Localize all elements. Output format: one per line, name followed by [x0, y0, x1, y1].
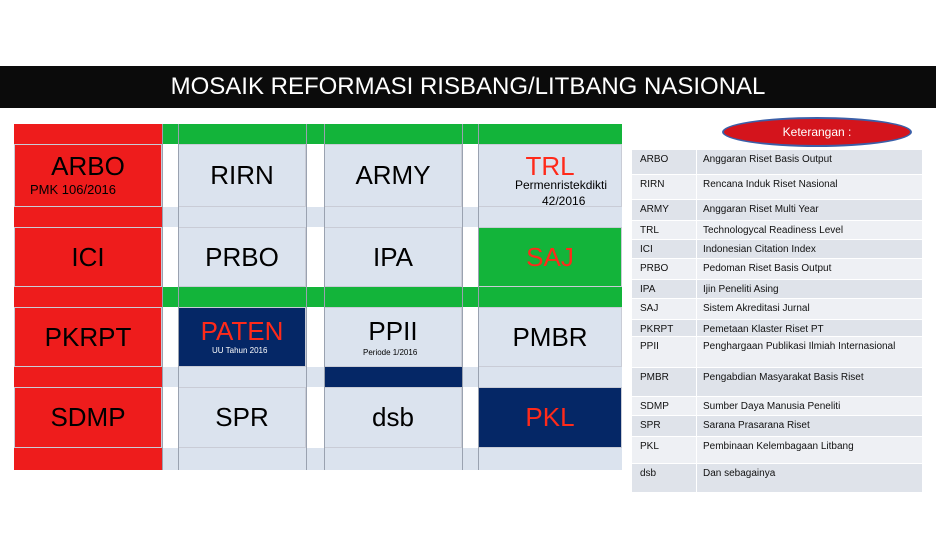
grid-line — [306, 124, 307, 470]
legend-desc: Sistem Akreditasi Jurnal — [696, 299, 922, 319]
legend-abbr: SAJ — [640, 303, 659, 314]
grid-line — [178, 124, 179, 470]
legend-desc: Pemetaan Klaster Riset PT — [696, 320, 922, 336]
mid-strip-red-3 — [14, 367, 162, 387]
legend-row — [632, 299, 922, 320]
cell-arbo-sub: PMK 106/2016 — [30, 182, 117, 197]
cell-trl: TRL — [478, 144, 622, 207]
keterangan-badge: Keterangan : — [722, 117, 912, 147]
cell-prbo: PRBO — [178, 227, 306, 287]
legend-row — [632, 221, 922, 240]
cell-pmbr: PMBR — [478, 307, 622, 367]
cell-paten: PATEN — [178, 307, 306, 367]
legend-desc: Penghargaan Publikasi Ilmiah Internasional — [696, 337, 922, 367]
legend-desc: Anggaran Riset Basis Output — [696, 150, 922, 174]
legend-abbr: RIRN — [640, 179, 665, 190]
legend-abbr: PPII — [640, 341, 659, 352]
cell-arbo: ARBO — [14, 144, 162, 207]
legend-abbr: SPR — [640, 420, 661, 431]
legend-abbr: dsb — [640, 468, 657, 479]
legend-abbr: ARBO — [640, 154, 669, 165]
bottom-strip-red — [14, 448, 162, 470]
legend-abbr: PKL — [640, 441, 659, 452]
cell-pkrpt: PKRPT — [14, 307, 162, 367]
cell-dsb: dsb — [324, 387, 462, 448]
cell-sdmp: SDMP — [14, 387, 162, 448]
legend-row — [632, 175, 922, 200]
legend-desc: Ijin Peneliti Asing — [696, 280, 922, 298]
cell-spr: SPR — [178, 387, 306, 448]
legend-row — [632, 259, 922, 280]
legend-abbr: ARMY — [640, 204, 669, 215]
mid-strip-red-1 — [14, 207, 162, 227]
mid-strip-red-2 — [14, 287, 162, 307]
legend-desc: Sarana Prasarana Riset — [696, 416, 922, 436]
legend-abbr: ICI — [640, 244, 653, 255]
legend-desc: Anggaran Riset Multi Year — [696, 200, 922, 220]
slide-title: MOSAIK REFORMASI RISBANG/LITBANG NASIONAL — [0, 66, 936, 108]
legend-abbr: PMBR — [640, 372, 669, 383]
legend-abbr: PRBO — [640, 263, 669, 274]
grid-line — [462, 124, 463, 470]
cell-trl-sub2: 42/2016 — [542, 194, 586, 208]
top-strip-red — [14, 124, 162, 144]
legend-row — [632, 368, 922, 397]
legend-table — [632, 150, 922, 493]
cell-saj: SAJ — [478, 227, 622, 287]
cell-ipa: IPA — [324, 227, 462, 287]
top-strip-green — [162, 124, 622, 144]
mid-strip-light-1 — [162, 207, 622, 227]
legend-row — [632, 437, 922, 464]
cell-ppii: PPII — [324, 307, 462, 367]
legend-desc: Rencana Induk Riset Nasional — [696, 175, 922, 199]
grid-line — [162, 124, 163, 470]
legend-desc: Pembinaan Kelembagaan Litbang — [696, 437, 922, 463]
cell-ici: ICI — [14, 227, 162, 287]
legend-row — [632, 416, 922, 437]
legend-desc: Sumber Daya Manusia Peneliti — [696, 397, 922, 415]
legend-row — [632, 337, 922, 368]
legend-abbr: PKRPT — [640, 324, 674, 335]
cell-paten-sub: UU Tahun 2016 — [212, 346, 268, 355]
legend-row — [632, 320, 922, 337]
ppii-navy-base — [324, 367, 462, 387]
grid-line — [324, 124, 325, 470]
legend-desc: Pengabdian Masyarakat Basis Riset — [696, 368, 922, 396]
cell-army: ARMY — [324, 144, 462, 207]
cell-ppii-sub: Periode 1/2016 — [363, 348, 418, 357]
cell-trl-sub1: Permenristekdikti — [515, 178, 608, 192]
legend-abbr: IPA — [640, 284, 656, 295]
cell-pkl: PKL — [478, 387, 622, 448]
legend-abbr: SDMP — [640, 401, 669, 412]
legend-row — [632, 397, 922, 416]
legend-desc: Technologycal Readiness Level — [696, 221, 922, 239]
legend-row — [632, 464, 922, 493]
bottom-strip-light — [162, 448, 622, 470]
legend-desc: Indonesian Citation Index — [696, 240, 922, 258]
legend-row — [632, 200, 922, 221]
legend-desc: Pedoman Riset Basis Output — [696, 259, 922, 279]
cell-rirn: RIRN — [178, 144, 306, 207]
legend-row — [632, 240, 922, 259]
grid-line — [478, 124, 479, 470]
legend-row — [632, 150, 922, 175]
legend-row — [632, 280, 922, 299]
legend-abbr: TRL — [640, 225, 659, 236]
mid-strip-green — [162, 287, 622, 307]
legend-desc: Dan sebagainya — [696, 464, 922, 492]
